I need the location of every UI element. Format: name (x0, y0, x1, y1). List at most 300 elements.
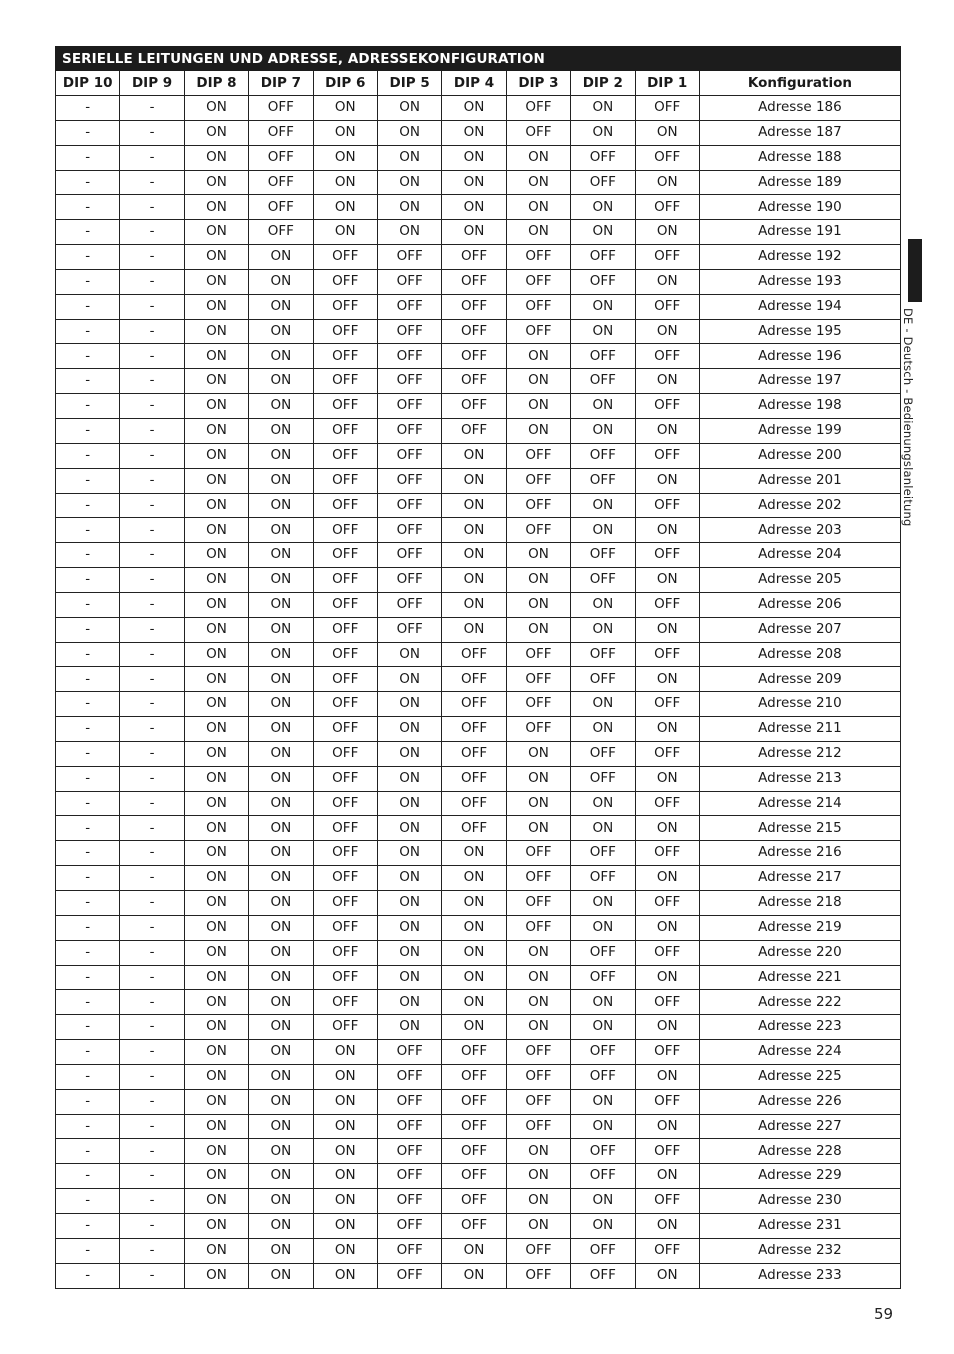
table-row (56, 816, 901, 841)
dip-cell: ON (506, 1015, 570, 1040)
dip-cell: ON (635, 965, 699, 990)
config-cell: Adresse 225 (699, 1064, 900, 1089)
dip-cell: ON (506, 965, 570, 990)
dip-cell: - (120, 791, 184, 816)
dip-cell: ON (249, 1213, 313, 1238)
table-row (56, 518, 901, 543)
dip-cell: OFF (377, 1139, 441, 1164)
dip-cell: OFF (442, 369, 506, 394)
dip-cell: ON (571, 1015, 635, 1040)
dip-cell: ON (184, 294, 248, 319)
dip-cell: ON (442, 940, 506, 965)
dip-cell: - (56, 841, 120, 866)
dip-cell: OFF (313, 617, 377, 642)
dip-cell: ON (313, 120, 377, 145)
dip-cell: ON (506, 145, 570, 170)
dip-cell: - (120, 468, 184, 493)
config-cell: Adresse 196 (699, 344, 900, 369)
dip-cell: ON (313, 220, 377, 245)
table-row (56, 120, 901, 145)
dip-cell: OFF (506, 96, 570, 121)
config-cell: Adresse 209 (699, 667, 900, 692)
table-body (56, 96, 901, 1289)
dip-cell: ON (442, 468, 506, 493)
dip-cell: ON (377, 965, 441, 990)
table-row (56, 791, 901, 816)
dip-cell: OFF (313, 766, 377, 791)
config-cell: Adresse 186 (699, 96, 900, 121)
dip-cell: ON (506, 220, 570, 245)
dip-cell: ON (377, 220, 441, 245)
dip-cell: - (56, 319, 120, 344)
dip-cell: OFF (442, 766, 506, 791)
dip-cell: OFF (377, 1189, 441, 1214)
dip-cell: ON (377, 667, 441, 692)
config-cell: Adresse 221 (699, 965, 900, 990)
dip-cell: - (120, 269, 184, 294)
config-cell: Adresse 214 (699, 791, 900, 816)
dip-cell: OFF (249, 96, 313, 121)
dip-cell: ON (184, 568, 248, 593)
dip-cell: ON (635, 766, 699, 791)
dip-cell: - (56, 220, 120, 245)
dip-cell: OFF (571, 568, 635, 593)
dip-cell: OFF (313, 443, 377, 468)
column-header: DIP 5 (377, 71, 441, 96)
dip-cell: ON (184, 990, 248, 1015)
dip-cell: ON (249, 841, 313, 866)
dip-cell: ON (249, 543, 313, 568)
dip-cell: OFF (313, 841, 377, 866)
dip-cell: ON (184, 1238, 248, 1263)
dip-cell: OFF (571, 1040, 635, 1065)
dip-cell: ON (571, 717, 635, 742)
table-row (56, 1040, 901, 1065)
dip-cell: ON (506, 543, 570, 568)
dip-cell: ON (377, 170, 441, 195)
dip-cell: - (120, 170, 184, 195)
dip-cell: OFF (442, 294, 506, 319)
dip-cell: ON (571, 791, 635, 816)
dip-cell: OFF (313, 891, 377, 916)
dip-cell: ON (184, 592, 248, 617)
config-cell: Adresse 228 (699, 1139, 900, 1164)
dip-cell: OFF (442, 1164, 506, 1189)
config-cell: Adresse 219 (699, 915, 900, 940)
config-cell: Adresse 231 (699, 1213, 900, 1238)
dip-cell: ON (635, 816, 699, 841)
table-row (56, 841, 901, 866)
dip-cell: ON (377, 940, 441, 965)
dip-cell: - (120, 990, 184, 1015)
dip-cell: ON (249, 518, 313, 543)
dip-cell: ON (571, 319, 635, 344)
column-header: DIP 9 (120, 71, 184, 96)
dip-cell: OFF (571, 766, 635, 791)
dip-cell: ON (442, 915, 506, 940)
dip-cell: ON (249, 990, 313, 1015)
dip-cell: ON (184, 1189, 248, 1214)
dip-cell: ON (635, 319, 699, 344)
config-cell: Adresse 218 (699, 891, 900, 916)
dip-cell: ON (635, 220, 699, 245)
dip-cell: ON (313, 1040, 377, 1065)
dip-cell: ON (571, 692, 635, 717)
dip-cell: OFF (377, 1064, 441, 1089)
dip-cell: ON (184, 642, 248, 667)
table-row (56, 1114, 901, 1139)
dip-cell: OFF (635, 245, 699, 270)
dip-cell: OFF (571, 468, 635, 493)
page-number: 59 (874, 1305, 894, 1323)
config-cell: Adresse 195 (699, 319, 900, 344)
dip-cell: - (56, 915, 120, 940)
dip-cell: - (120, 816, 184, 841)
dip-cell: ON (313, 96, 377, 121)
dip-cell: OFF (635, 841, 699, 866)
dip-cell: OFF (571, 344, 635, 369)
dip-cell: OFF (571, 170, 635, 195)
dip-cell: - (56, 692, 120, 717)
dip-cell: ON (249, 269, 313, 294)
dip-cell: - (120, 443, 184, 468)
dip-cell: OFF (442, 642, 506, 667)
dip-cell: ON (635, 1263, 699, 1288)
dip-cell: ON (506, 1139, 570, 1164)
dip-cell: ON (184, 170, 248, 195)
column-header: DIP 2 (571, 71, 635, 96)
config-cell: Adresse 232 (699, 1238, 900, 1263)
dip-cell: - (120, 369, 184, 394)
dip-cell: ON (377, 96, 441, 121)
dip-cell: OFF (506, 443, 570, 468)
dip-cell: OFF (313, 990, 377, 1015)
dip-cell: OFF (313, 866, 377, 891)
dip-cell: - (120, 568, 184, 593)
column-header: DIP 10 (56, 71, 120, 96)
dip-cell: OFF (377, 369, 441, 394)
dip-cell: OFF (377, 468, 441, 493)
dip-cell: ON (635, 667, 699, 692)
dip-cell: OFF (442, 816, 506, 841)
dip-cell: ON (377, 717, 441, 742)
dip-cell: ON (506, 1189, 570, 1214)
dip-cell: OFF (635, 294, 699, 319)
dip-cell: ON (313, 1139, 377, 1164)
dip-cell: OFF (377, 319, 441, 344)
dip-cell: ON (184, 692, 248, 717)
dip-cell: OFF (442, 791, 506, 816)
dip-cell: OFF (313, 394, 377, 419)
table-row (56, 319, 901, 344)
dip-cell: OFF (571, 940, 635, 965)
dip-cell: OFF (442, 1139, 506, 1164)
dip-cell: - (56, 344, 120, 369)
table-row (56, 269, 901, 294)
dip-cell: - (120, 394, 184, 419)
dip-cell: - (56, 791, 120, 816)
config-cell: Adresse 188 (699, 145, 900, 170)
config-cell: Adresse 187 (699, 120, 900, 145)
dip-cell: - (120, 1139, 184, 1164)
dip-cell: ON (442, 1238, 506, 1263)
dip-cell: - (56, 592, 120, 617)
dip-cell: - (120, 592, 184, 617)
dip-cell: ON (571, 816, 635, 841)
table-title: SERIELLE LEITUNGEN UND ADRESSE, ADRESSEKONFIGURATION (56, 47, 901, 71)
dip-cell: - (56, 96, 120, 121)
dip-cell: OFF (571, 1238, 635, 1263)
dip-cell: - (56, 1164, 120, 1189)
dip-cell: OFF (571, 667, 635, 692)
dip-cell: ON (635, 915, 699, 940)
dip-cell: ON (442, 443, 506, 468)
dip-cell: OFF (635, 195, 699, 220)
dip-cell: OFF (506, 269, 570, 294)
dip-cell: ON (635, 1064, 699, 1089)
dip-cell: OFF (313, 965, 377, 990)
dip-cell: - (120, 145, 184, 170)
dip-cell: ON (184, 468, 248, 493)
table-row (56, 394, 901, 419)
dip-cell: ON (377, 195, 441, 220)
dip-cell: - (56, 170, 120, 195)
dip-cell: - (56, 468, 120, 493)
config-cell: Adresse 202 (699, 493, 900, 518)
dip-cell: ON (184, 245, 248, 270)
dip-cell: ON (377, 866, 441, 891)
dip-cell: ON (442, 990, 506, 1015)
dip-cell: ON (249, 1114, 313, 1139)
dip-cell: - (56, 1015, 120, 1040)
dip-cell: - (120, 518, 184, 543)
dip-cell: - (56, 518, 120, 543)
table-row (56, 493, 901, 518)
dip-cell: OFF (506, 1263, 570, 1288)
dip-cell: - (120, 692, 184, 717)
table-row (56, 443, 901, 468)
dip-cell: OFF (377, 269, 441, 294)
table-row (56, 717, 901, 742)
table-row (56, 96, 901, 121)
dip-cell: - (120, 294, 184, 319)
dip-cell: ON (184, 717, 248, 742)
dip-cell: ON (313, 1189, 377, 1214)
dip-cell: - (120, 766, 184, 791)
dip-cell: ON (184, 369, 248, 394)
dip-cell: - (56, 443, 120, 468)
dip-cell: OFF (506, 1064, 570, 1089)
dip-cell: ON (249, 866, 313, 891)
dip-cell: OFF (313, 468, 377, 493)
config-cell: Adresse 215 (699, 816, 900, 841)
dip-cell: OFF (442, 1189, 506, 1214)
dip-cell: - (56, 145, 120, 170)
dip-cell: OFF (635, 791, 699, 816)
dip-cell: - (56, 965, 120, 990)
dip-cell: ON (571, 418, 635, 443)
dip-cell: ON (635, 468, 699, 493)
dip-cell: OFF (313, 642, 377, 667)
dip-cell: ON (442, 195, 506, 220)
table-row (56, 1164, 901, 1189)
dip-cell: ON (184, 195, 248, 220)
config-cell: Adresse 200 (699, 443, 900, 468)
dip-cell: ON (184, 443, 248, 468)
dip-cell: ON (571, 195, 635, 220)
dip-cell: ON (249, 568, 313, 593)
table-row (56, 543, 901, 568)
dip-cell: OFF (506, 1114, 570, 1139)
dip-cell: OFF (377, 592, 441, 617)
dip-cell: OFF (313, 319, 377, 344)
dip-cell: ON (635, 269, 699, 294)
dip-cell: ON (184, 1164, 248, 1189)
dip-cell: - (56, 568, 120, 593)
dip-cell: OFF (377, 294, 441, 319)
dip-cell: OFF (442, 717, 506, 742)
dip-cell: ON (184, 940, 248, 965)
dip-cell: ON (249, 940, 313, 965)
dip-cell: ON (249, 344, 313, 369)
dip-cell: OFF (506, 518, 570, 543)
dip-cell: - (56, 717, 120, 742)
dip-cell: ON (635, 717, 699, 742)
table-row (56, 369, 901, 394)
config-cell: Adresse 190 (699, 195, 900, 220)
dip-cell: OFF (635, 96, 699, 121)
dip-cell: ON (249, 319, 313, 344)
dip-cell: - (120, 1238, 184, 1263)
dip-cell: OFF (313, 568, 377, 593)
dip-cell: ON (249, 766, 313, 791)
dip-cell: ON (377, 692, 441, 717)
dip-cell: ON (249, 891, 313, 916)
config-cell: Adresse 191 (699, 220, 900, 245)
dip-cell: - (120, 717, 184, 742)
dip-cell: OFF (377, 418, 441, 443)
dip-cell: ON (249, 1263, 313, 1288)
dip-cell: ON (184, 1263, 248, 1288)
dip-cell: OFF (313, 791, 377, 816)
dip-cell: - (120, 1114, 184, 1139)
dip-cell: OFF (442, 692, 506, 717)
dip-cell: ON (377, 841, 441, 866)
dip-cell: ON (377, 120, 441, 145)
dip-cell: ON (442, 1263, 506, 1288)
dip-cell: ON (184, 791, 248, 816)
dip-cell: ON (506, 766, 570, 791)
dip-cell: OFF (313, 1015, 377, 1040)
dip-cell: ON (571, 120, 635, 145)
dip-cell: ON (313, 1213, 377, 1238)
dip-cell: OFF (313, 940, 377, 965)
dip-cell: ON (184, 493, 248, 518)
config-cell: Adresse 205 (699, 568, 900, 593)
dip-cell: ON (313, 195, 377, 220)
dip-cell: ON (184, 543, 248, 568)
dip-cell: ON (442, 592, 506, 617)
dip-cell: OFF (571, 269, 635, 294)
dip-cell: OFF (635, 1139, 699, 1164)
dip-cell: - (56, 667, 120, 692)
dip-cell: ON (377, 741, 441, 766)
config-cell: Adresse 212 (699, 741, 900, 766)
dip-cell: ON (442, 518, 506, 543)
dip-cell: ON (184, 145, 248, 170)
config-cell: Adresse 201 (699, 468, 900, 493)
dip-cell: ON (184, 394, 248, 419)
table-row (56, 965, 901, 990)
config-cell: Adresse 199 (699, 418, 900, 443)
dip-cell: ON (506, 816, 570, 841)
column-header: DIP 7 (249, 71, 313, 96)
config-cell: Adresse 203 (699, 518, 900, 543)
dip-cell: OFF (313, 245, 377, 270)
dip-cell: - (56, 741, 120, 766)
dip-cell: ON (635, 568, 699, 593)
dip-cell: ON (506, 418, 570, 443)
column-header: DIP 4 (442, 71, 506, 96)
header-row (56, 71, 901, 96)
dip-cell: ON (506, 344, 570, 369)
dip-cell: - (56, 1263, 120, 1288)
dip-cell: ON (249, 443, 313, 468)
column-header: DIP 1 (635, 71, 699, 96)
dip-cell: - (120, 1164, 184, 1189)
dip-cell: ON (249, 245, 313, 270)
table-row (56, 245, 901, 270)
dip-cell: ON (571, 518, 635, 543)
dip-cell: ON (635, 170, 699, 195)
dip-cell: ON (506, 940, 570, 965)
dip-cell: ON (184, 120, 248, 145)
dip-cell: OFF (442, 245, 506, 270)
dip-cell: OFF (506, 294, 570, 319)
dip-cell: ON (635, 418, 699, 443)
table-row (56, 667, 901, 692)
dip-cell: ON (506, 791, 570, 816)
dip-cell: ON (313, 1164, 377, 1189)
dip-cell: ON (442, 96, 506, 121)
dip-cell: OFF (635, 741, 699, 766)
dip-cell: ON (442, 617, 506, 642)
dip-cell: OFF (635, 543, 699, 568)
dip-cell: OFF (506, 891, 570, 916)
config-cell: Adresse 229 (699, 1164, 900, 1189)
dip-cell: ON (249, 369, 313, 394)
dip-cell: ON (635, 1164, 699, 1189)
dip-cell: ON (249, 394, 313, 419)
dip-cell: - (56, 493, 120, 518)
dip-cell: OFF (313, 816, 377, 841)
config-cell: Adresse 223 (699, 1015, 900, 1040)
dip-cell: ON (184, 1139, 248, 1164)
dip-cell: ON (571, 220, 635, 245)
dip-cell: ON (571, 1213, 635, 1238)
dip-cell: ON (249, 667, 313, 692)
config-cell: Adresse 226 (699, 1089, 900, 1114)
dip-cell: ON (249, 468, 313, 493)
dip-cell: ON (506, 195, 570, 220)
dip-cell: OFF (506, 468, 570, 493)
dip-cell: ON (184, 344, 248, 369)
dip-cell: ON (506, 617, 570, 642)
dip-cell: - (56, 195, 120, 220)
config-cell: Adresse 192 (699, 245, 900, 270)
dip-cell: ON (635, 518, 699, 543)
dip-cell: OFF (313, 344, 377, 369)
